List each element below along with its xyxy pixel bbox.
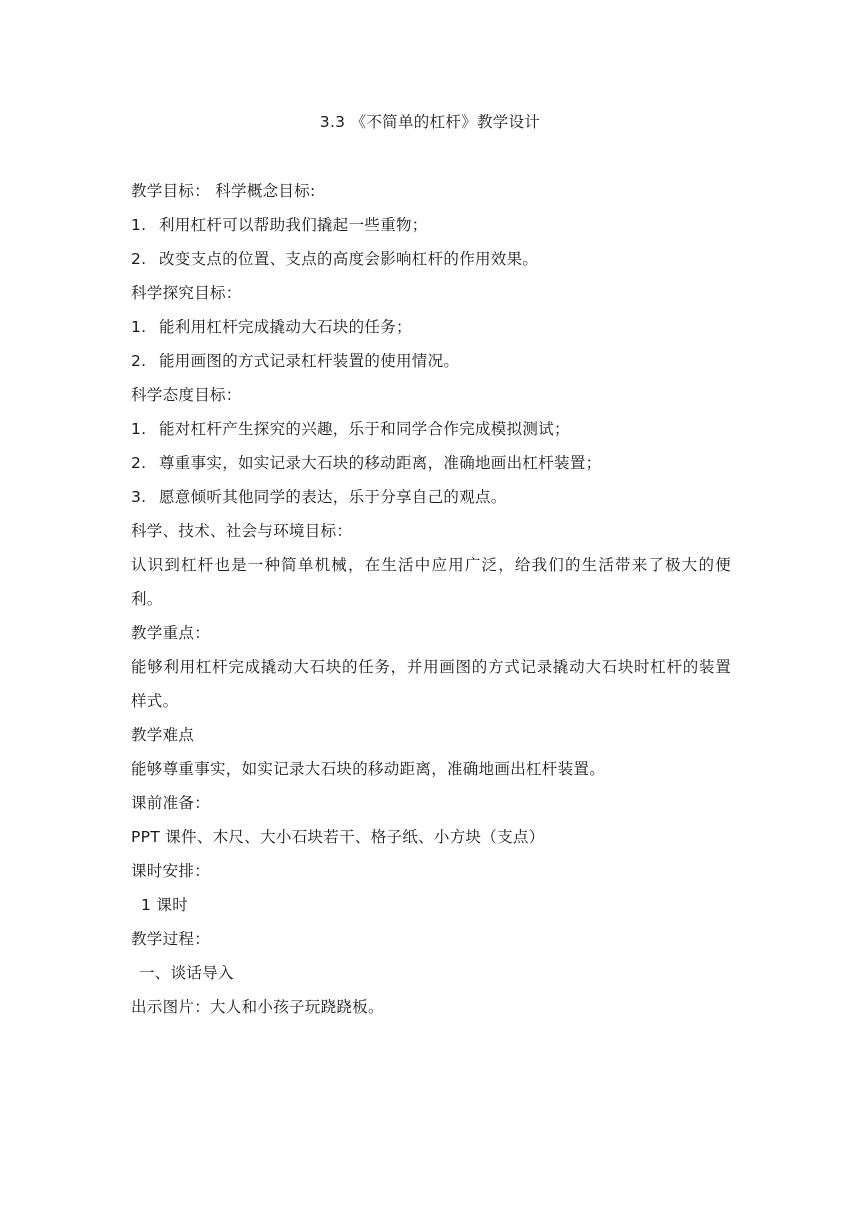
prep-text: PPT 课件、木尺、大小石块若干、格子纸、小方块（支点）: [131, 828, 545, 846]
difficulty-heading: 教学难点: [131, 726, 195, 744]
schedule-text: 1 课时: [141, 896, 188, 914]
inquiry-item: [131, 310, 731, 344]
process-text: 出示图片：大人和小孩子玩跷跷板。: [131, 998, 384, 1016]
concept-item: [131, 208, 731, 242]
document-title: 3.3 《不简单的杠杆》教学设计: [319, 113, 541, 131]
list-text: 能利用杠杆完成撬动大石块的任务；: [159, 318, 412, 336]
list-text: 能对杠杆产生探究的兴趣，乐于和同学合作完成模拟测试；: [159, 420, 570, 438]
attitude-heading: 科学态度目标：: [131, 386, 242, 404]
attitude-item: [131, 412, 731, 446]
goals-heading: 教学目标： 科学概念目标:: [131, 182, 316, 200]
process-heading: 教学过程：: [131, 930, 211, 948]
document-body: [131, 174, 731, 1024]
list-number: 1.: [131, 318, 147, 336]
list-number: 2.: [131, 454, 147, 472]
list-number: 2.: [131, 250, 147, 268]
list-number: 1.: [131, 216, 147, 234]
list-text: 尊重事实，如实记录大石块的移动距离，准确地画出杠杆装置；: [159, 454, 602, 472]
key-text: 能够利用杠杆完成撬动大石块的任务，并用画图的方式记录撬动大石块时杠杆的装置样式。: [131, 658, 731, 710]
stse-heading: 科学、技术、社会与环境目标：: [131, 522, 353, 540]
list-text: 改变支点的位置、支点的高度会影响杠杆的作用效果。: [159, 250, 539, 268]
list-number: 1.: [131, 420, 147, 438]
difficulty-text: 能够尊重事实，如实记录大石块的移动距离，准确地画出杠杆装置。: [131, 760, 606, 778]
list-number: 2.: [131, 352, 147, 370]
process-step: 一、谈话导入: [139, 964, 234, 982]
schedule-heading: 课时安排：: [131, 862, 211, 880]
list-text: 利用杠杆可以帮助我们撬起一些重物；: [159, 216, 428, 234]
prep-heading: 课前准备：: [131, 794, 211, 812]
concept-item: [131, 242, 731, 276]
key-heading: 教学重点：: [131, 624, 211, 642]
list-number: 3.: [131, 488, 147, 506]
stse-text: 认识到杠杆也是一种简单机械，在生活中应用广泛，给我们的生活带来了极大的便利。: [131, 556, 731, 608]
inquiry-item: [131, 344, 731, 378]
attitude-item: [131, 480, 731, 514]
inquiry-heading: 科学探究目标：: [131, 284, 242, 302]
list-text: 愿意倾听其他同学的表达，乐于分享自己的观点。: [159, 488, 507, 506]
list-text: 能用画图的方式记录杠杆装置的使用情况。: [159, 352, 460, 370]
attitude-item: [131, 446, 731, 480]
